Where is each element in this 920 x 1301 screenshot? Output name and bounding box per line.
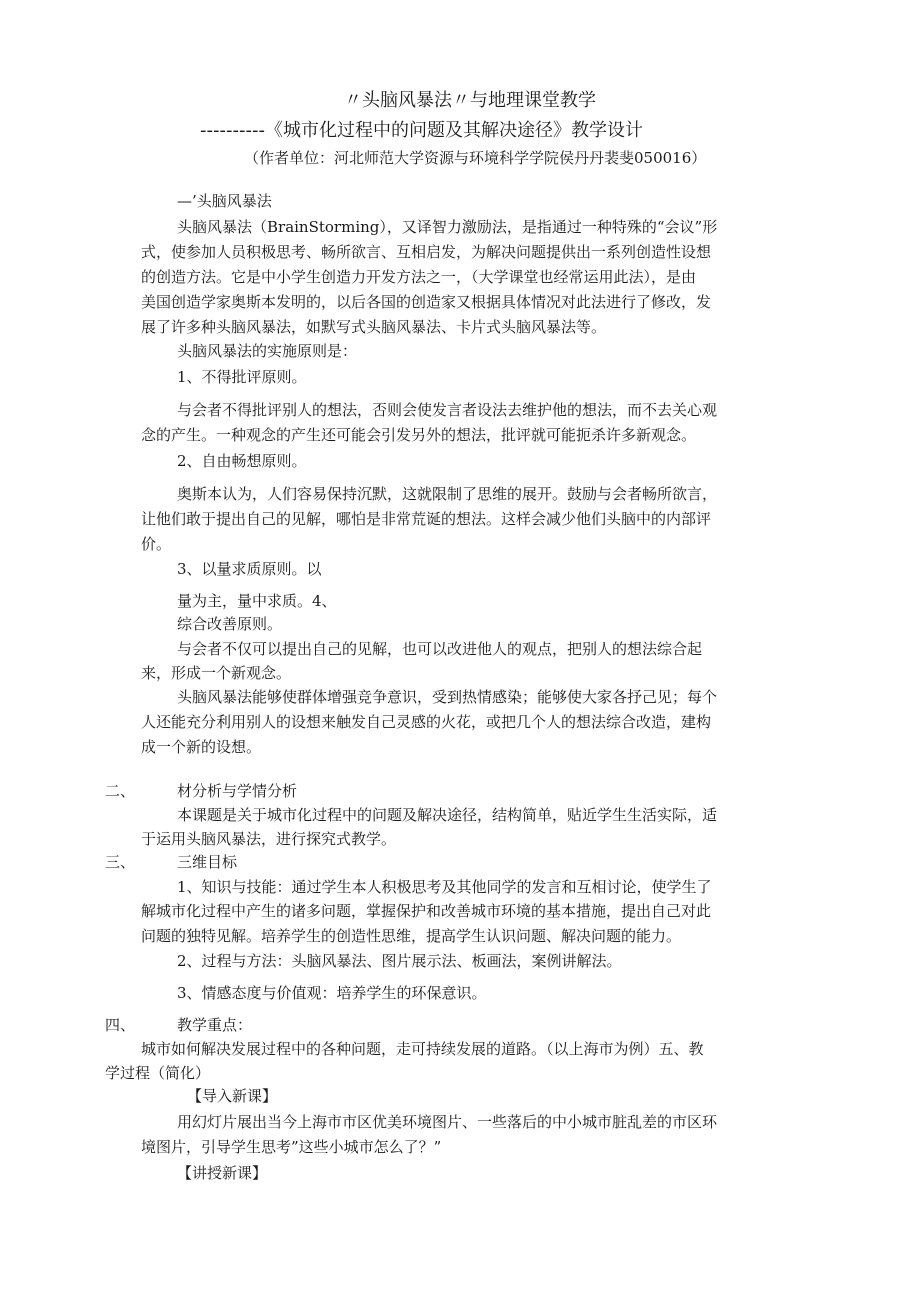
section-1-heading: —’头脑风暴法 [177, 192, 272, 210]
principle-4-title: 综合改善原则。 [177, 615, 283, 633]
paragraph-line: 1、知识与技能：通过学生本人积极思考及其他同学的发言和互相讨论，使学生了 [177, 878, 712, 896]
section-3-heading: 三维目标 [177, 853, 238, 871]
paragraph-line: 展了许多种头脑风暴法，如默写式头脑风暴法、卡片式头脑风暴法等。 [141, 318, 607, 336]
title-line-1: 〃头脑风暴法〃与地理课堂教学 [344, 90, 596, 111]
paragraph-line: 问题的独特见解。培养学生的创造性思维，提高学生认识问题、解决问题的能力。 [141, 927, 682, 945]
paragraph-line: 城市如何解决发展过程中的各种问题，走可持续发展的道路。（以上海市为例）五、教 [141, 1040, 704, 1058]
paragraph-line: 式，使参加人员积极思考、畅所欲言、互相启发，为解决问题提供出一系列创造性设想 [141, 243, 712, 261]
paragraph-line: 境图片，引导学生思考”这些小城市怎么了？” [141, 1138, 442, 1156]
paragraph-line: 于运用头脑风暴法，进行探究式教学。 [141, 830, 397, 848]
paragraph-line: 头脑风暴法能够使群体增强竞争意识，受到热情感染；能够使大家各抒己见；每个 [177, 688, 718, 706]
title-line-2: ----------《城市化过程中的问题及其解决途径》教学设计 [200, 120, 643, 141]
paragraph-line: 解城市化过程中产生的诸多问题，掌握保护和改善城市环境的基本措施，提出自己对此 [141, 902, 712, 920]
principles-intro: 头脑风暴法的实施原则是： [177, 342, 358, 360]
principle-1-title: 1、不得批评原则。 [177, 368, 307, 386]
section-2-number: 二、 [105, 782, 136, 800]
paragraph-line: 价。 [141, 535, 172, 553]
author-line: （作者单位：河北师范大学资源与环境科学学院侯丹丹裴斐050016） [244, 149, 707, 167]
paragraph-line: 人还能充分利用别人的设想来触发自己灵感的火花，或把几个人的想法综合改造，建构 [141, 713, 712, 731]
goal-3: 3、情感态度与价值观：培养学生的环保意识。 [177, 984, 487, 1002]
paragraph-line: 与会者不得批评别人的想法，否则会使发言者设法去维护他的想法，而不去关心观 [177, 401, 718, 419]
paragraph-line: 美国创造学家奥斯本发明的，以后各国的创造家又根据具体情况对此法进行了修改，发 [141, 293, 712, 311]
paragraph-line: 的创造方法。它是中小学生创造力开发方法之一，（大学课堂也经常运用此法），是由 [141, 268, 697, 286]
paragraph-line: 奥斯本认为，人们容易保持沉默，这就限制了思维的展开。鼓励与会者畅所欲言， [177, 485, 718, 503]
section-4-heading: 教学重点： [177, 1016, 253, 1034]
paragraph-line: 本课题是关于城市化过程中的问题及解决途径，结构简单，贴近学生生活实际，适 [177, 806, 718, 824]
teach-tag: 【讲授新课】 [177, 1164, 268, 1182]
paragraph-line: 让他们敢于提出自己的见解，哪怕是非常荒诞的想法。这样会减少他们头脑中的内部评 [141, 510, 712, 528]
principle-2-title: 2、自由畅想原则。 [177, 452, 307, 470]
goal-2: 2、过程与方法：头脑风暴法、图片展示法、板画法，案例讲解法。 [177, 952, 622, 970]
paragraph-line: 学过程（简化） [105, 1064, 211, 1082]
paragraph-line: 与会者不仅可以提出自己的见解，也可以改进他人的观点，把别人的想法综合起 [177, 640, 703, 658]
intro-tag: 【导入新课】 [187, 1087, 278, 1105]
section-3-number: 三、 [105, 853, 136, 871]
paragraph-line: 头脑风暴法（BrainStorming），又译智力激励法，是指通过一种特殊的“会议”形 [177, 218, 718, 236]
paragraph-line: 量为主，量中求质。4、 [177, 592, 337, 610]
paragraph-line: 念的产生。一种观念的产生还可能会引发另外的想法，批评就可能扼杀许多新观念。 [141, 426, 697, 444]
paragraph-line: 用幻灯片展出当今上海市市区优美环境图片、一些落后的中小城市脏乱差的市区环 [177, 1113, 718, 1131]
principle-3-title: 3、以量求质原则。以 [177, 560, 322, 578]
section-4-number: 四、 [105, 1016, 136, 1034]
section-2-heading: 材分析与学情分析 [177, 782, 298, 800]
paragraph-line: 来，形成一个新观念。 [141, 664, 292, 682]
paragraph-line: 成一个新的设想。 [141, 738, 262, 756]
